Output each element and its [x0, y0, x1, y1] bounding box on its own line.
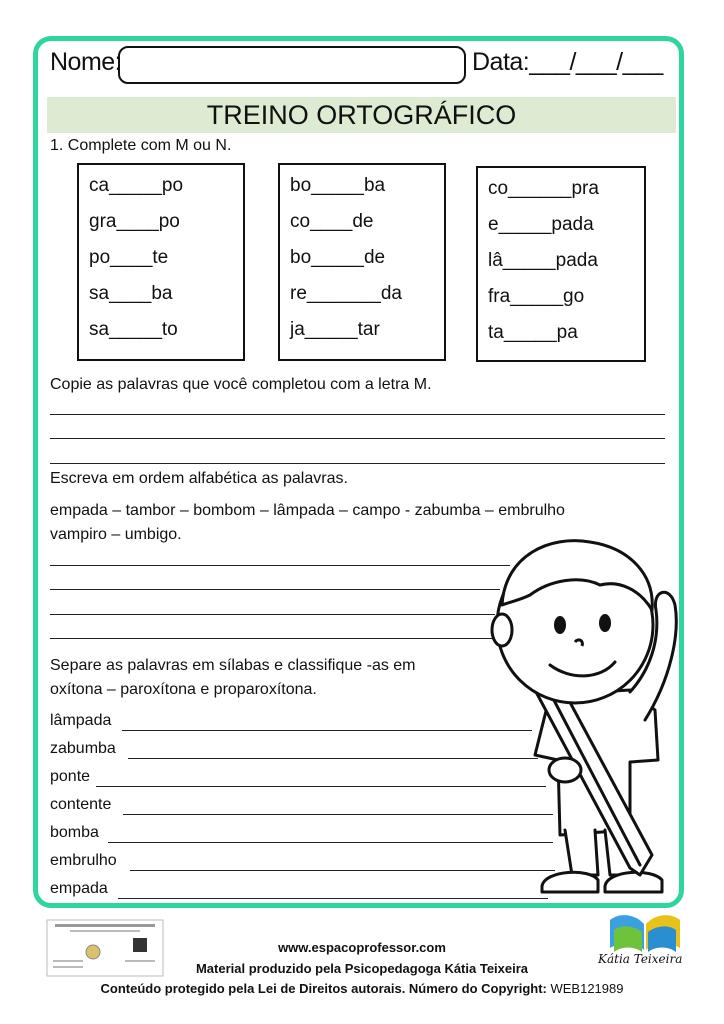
word-item: bo_____ba [290, 175, 386, 196]
copyright-number: WEB121989 [550, 981, 624, 996]
name-field[interactable] [118, 46, 466, 84]
answer-line[interactable] [50, 438, 665, 439]
word-box-2 [278, 163, 446, 361]
copy-instruction: Copie as palavras que você completou com a letra M. [50, 376, 432, 393]
word-box-3 [476, 166, 646, 362]
syllables-instruction-line1: Separe as palavras em sílabas e classifique -as em [50, 657, 416, 674]
order-words-line1: empada – tambor – bombom – lâmpada – campo - zabumba – embrulho [50, 502, 565, 519]
logo-name: Kátia Teixeira [598, 952, 683, 966]
word-item: sa_____to [89, 319, 178, 340]
answer-line[interactable] [96, 786, 546, 787]
page-title: TREINO ORTOGRÁFICO [47, 97, 676, 133]
word-item: co______pra [488, 178, 599, 199]
word-item: po____te [89, 247, 169, 268]
name-label: Nome: [50, 48, 122, 76]
word-item: bo_____de [290, 247, 386, 268]
answer-line[interactable] [50, 565, 510, 566]
word-item: ja_____tar [290, 319, 380, 340]
footer-rights [0, 981, 724, 996]
syllable-word: empada [50, 880, 108, 897]
footer-url[interactable]: www.espacoprofessor.com [278, 940, 446, 955]
word-item: fra_____go [488, 286, 585, 307]
order-words-line2: vampiro – umbigo. [50, 526, 182, 543]
word-item: ta_____pa [488, 322, 578, 343]
footer-rights-text: Conteúdo protegido pela Lei de Direitos autorais. Número do Copyright: [100, 981, 547, 996]
word-item: gra____po [89, 211, 180, 232]
syllable-word: bomba [50, 824, 99, 841]
word-item: e_____pada [488, 214, 594, 235]
word-item: re_______da [290, 283, 402, 304]
date-label: Data:___/___/___ [472, 48, 663, 76]
answer-line[interactable] [50, 414, 665, 415]
answer-line[interactable] [50, 589, 500, 590]
syllable-word: lâmpada [50, 712, 112, 729]
word-item: sa____ba [89, 283, 173, 304]
q1-instruction: 1. Complete com M ou N. [50, 137, 232, 154]
answer-line[interactable] [128, 758, 538, 759]
answer-line[interactable] [50, 638, 495, 639]
answer-line[interactable] [50, 463, 665, 464]
syllable-word: ponte [50, 768, 91, 785]
syllable-word: zabumba [50, 740, 116, 757]
word-box-1 [77, 163, 245, 361]
answer-line[interactable] [122, 730, 532, 731]
word-item: co____de [290, 211, 374, 232]
order-instruction: Escreva em ordem alfabética as palavras. [50, 470, 348, 487]
footer-made-by: Material produzido pela Psicopedagoga Kátia Teixeira [195, 961, 529, 976]
word-item: lâ_____pada [488, 250, 598, 271]
syllable-word: contente [50, 796, 112, 813]
answer-line[interactable] [50, 614, 495, 615]
syllable-word: embrulho [50, 852, 117, 869]
boy-with-pencil-illustration [480, 530, 700, 910]
syllables-instruction-line2: oxítona – paroxítona e proparoxítona. [50, 681, 317, 698]
word-item: ca_____po [89, 175, 184, 196]
